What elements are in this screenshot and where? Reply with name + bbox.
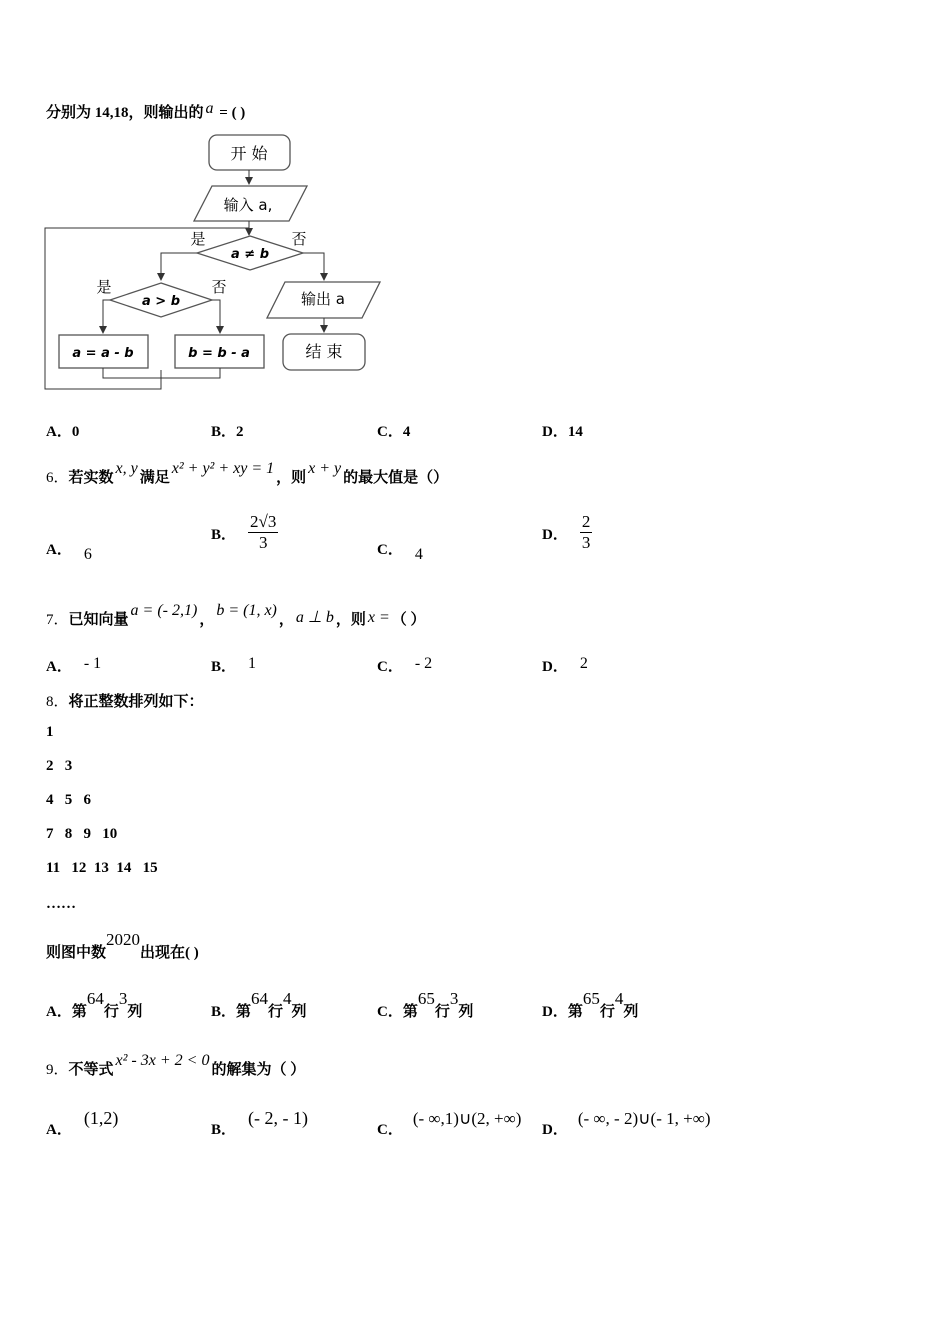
q8-option-b[interactable]: B．第64行4列 [211, 989, 307, 1020]
q5-option-c[interactable]: C．4 [377, 424, 411, 440]
q8-option-c[interactable]: C．第65行3列 [377, 989, 474, 1020]
q6-option-b[interactable]: B． $\frac{2√3}{3}$ [211, 512, 277, 552]
q9-option-a[interactable]: A．(1,2) [46, 1108, 119, 1138]
q8-option-a[interactable]: A．第64行3列 [46, 989, 143, 1020]
q8-row-6: …… [46, 896, 76, 912]
q9-option-b[interactable]: B．(- 2, - 1) [211, 1108, 308, 1138]
q9-option-d[interactable]: D．(- ∞, - 2)∪(- 1, +∞) [542, 1109, 711, 1138]
flow-cond2-text: a > b [141, 294, 181, 309]
q7-stem: 7．已知向量a = (- 2,1)，b = (1, x)， a ⊥ b ，则 x = （ ） [46, 602, 426, 628]
q6-option-d[interactable]: D． $\frac{2}{3}$ [542, 512, 591, 552]
flow-box-right-text: b = b - a [188, 346, 250, 361]
q5-option-a[interactable]: A．0 [46, 424, 80, 440]
flowchart [40, 130, 390, 395]
q5-eq: = ( ) [215, 105, 246, 121]
q8-row-1: 1 [46, 724, 54, 740]
q7-option-a[interactable]: A． - 1 [46, 655, 102, 675]
q8-row-3: 4 5 6 [46, 792, 91, 808]
q6-stem: 6．若实数x, y满足x² + y² + xy = 1，则x + y的最大值是（） [46, 460, 449, 486]
flow-end-text: 结 束 [305, 342, 343, 361]
q8-stem: 8．将正整数排列如下： [46, 694, 204, 710]
flow-input-text: 输入 a, [223, 196, 273, 214]
q8-option-d[interactable]: D．第65行4列 [542, 989, 639, 1020]
q8-row-2: 2 3 [46, 758, 73, 774]
flow-no1: 否 [291, 230, 307, 248]
q6-option-c[interactable]: C． 4 [377, 542, 423, 563]
q7-option-b[interactable]: B． 1 [211, 655, 257, 675]
flow-output-text: 输出 a [301, 290, 345, 308]
q5-stem: 分别为 14,18，则输出的 a = ( ) [46, 100, 246, 121]
q5-option-d[interactable]: D．14 [542, 424, 583, 440]
flow-yes2: 是 [96, 278, 112, 296]
flow-start-text: 开 始 [230, 144, 268, 163]
q7-option-d[interactable]: D． 2 [542, 655, 588, 675]
q8-question: 则图中数2020出现在( ) [46, 930, 199, 961]
flow-box-left-text: a = a - b [72, 346, 134, 361]
q9-stem: 9．不等式x² - 3x + 2 < 0的解集为（ ） [46, 1052, 306, 1078]
flow-cond1-text: a ≠ b [230, 247, 270, 262]
q8-row-4: 7 8 9 10 [46, 826, 118, 842]
q5-option-b[interactable]: B．2 [211, 424, 244, 440]
q6-option-a[interactable]: A． 6 [46, 542, 92, 563]
q7-option-c[interactable]: C． - 2 [377, 655, 433, 675]
flow-yes1: 是 [190, 230, 206, 248]
q9-option-c[interactable]: C．(- ∞,1)∪(2, +∞) [377, 1109, 522, 1138]
q8-row-5: 11 12 13 14 15 [46, 860, 158, 876]
flow-no2: 否 [211, 278, 227, 296]
